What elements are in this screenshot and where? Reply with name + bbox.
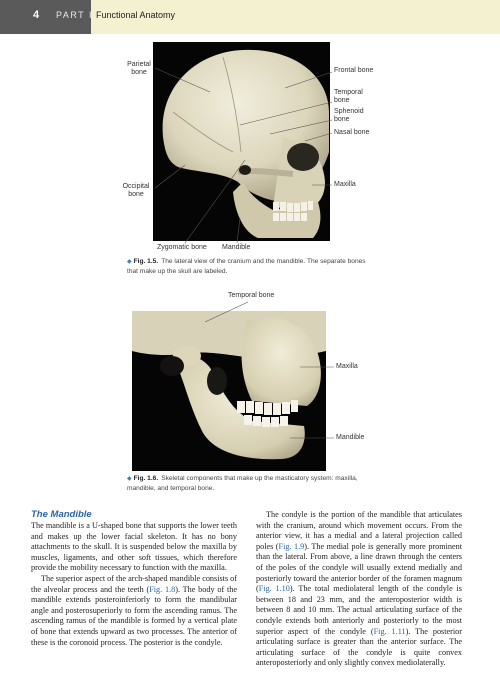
label-occipital-bone: Occipital bone <box>122 183 150 198</box>
left-column-text <box>31 521 237 648</box>
label-zygomatic-bone: Zygomatic bone <box>157 244 207 251</box>
right-column-text <box>256 510 462 669</box>
figure-link[interactable]: Fig. 1.10 <box>258 584 290 594</box>
label-nasal-bone: Nasal bone <box>334 129 370 136</box>
label-mandible-2: Mandible <box>336 434 365 441</box>
label-temporal-bone: Temporal bone <box>334 89 363 104</box>
label-sphenoid-bone: Sphenoid bone <box>334 108 364 123</box>
label-maxilla-2: Maxilla <box>336 363 358 370</box>
label-parietal-bone: Parietal bone <box>127 61 151 76</box>
label-mandible: Mandible <box>222 244 251 251</box>
part-label: PART I <box>56 10 94 20</box>
figure-1-5-caption: ◆ Fig. 1.5. The lateral view of the cranium and the mandible. The separate bones that make up the skull are labeled. <box>127 258 366 275</box>
figure-1-6-caption: ◆ Fig. 1.6. Skeletal components that make up the masticatory system: maxilla, mandible, and temporal bone. <box>127 475 358 492</box>
skull-lateral-photo <box>153 42 330 241</box>
figure-link[interactable]: Fig. 1.9 <box>278 541 305 551</box>
chapter-title: Functional Anatomy <box>96 10 176 20</box>
masticatory-system-photo <box>132 311 326 471</box>
section-heading: The Mandible <box>31 509 92 520</box>
caption-marker-icon-2: ◆ <box>127 476 132 482</box>
paragraph: The mandible is a U-shaped bone that supports the lower teeth and makes up the lower facial skeleton. It has no bony attachments to the skull. It is suspended below the maxilla by muscles, ligaments, and other soft tissues, which therefore provide the mobility necessary to function with the maxilla. <box>31 521 237 573</box>
figure-link[interactable]: Fig. 1.8 <box>149 584 176 594</box>
paragraph: The condyle is the portion of the mandible that articulates with the cranium, around which movement occurs. From the anterior view, it has a medial and a lateral projection called poles (Fig. 1.9). The medial pole is generally more prominent than the lateral. From above, a line drawn through the centers of the poles of the condyle will usually extend medially and posteriorly toward the anterior border of the foramen magnum (Fig. 1.10). The total mediolateral length of the condyle is between 18 and 23 mm, and the anteroposterior width is between 8 and 10 mm. The actual articulating surface of the condyle extends both anteriorly and posteriorly to the most superior aspect of the condyle (Fig. 1.11). The posterior articulating surface is greater than the anterior surface. The articulating surface of the condyle is quite convex anteroposteriorly and only slightly convex mediolaterally. <box>256 510 462 668</box>
page-number: 4 <box>33 9 40 21</box>
caption-marker-icon: ◆ <box>127 259 132 265</box>
label-temporal-bone-2: Temporal bone <box>228 292 275 299</box>
label-frontal-bone: Frontal bone <box>334 67 374 74</box>
label-maxilla: Maxilla <box>334 181 356 188</box>
figure-link[interactable]: Fig. 1.11 <box>373 626 406 636</box>
paragraph: The superior aspect of the arch-shaped mandible consists of the alveolar process and the teeth (Fig. 1.8). The body of the mandible extends posteroinferiorly to form the mandibular angle and posterosuperiorly to form the ascending ramus. The ascending ramus of the mandible is formed by a vertical plate of bone that extends upward as two processes. The anterior of these is the coronoid process. The posterior is the condyle. <box>31 573 237 647</box>
